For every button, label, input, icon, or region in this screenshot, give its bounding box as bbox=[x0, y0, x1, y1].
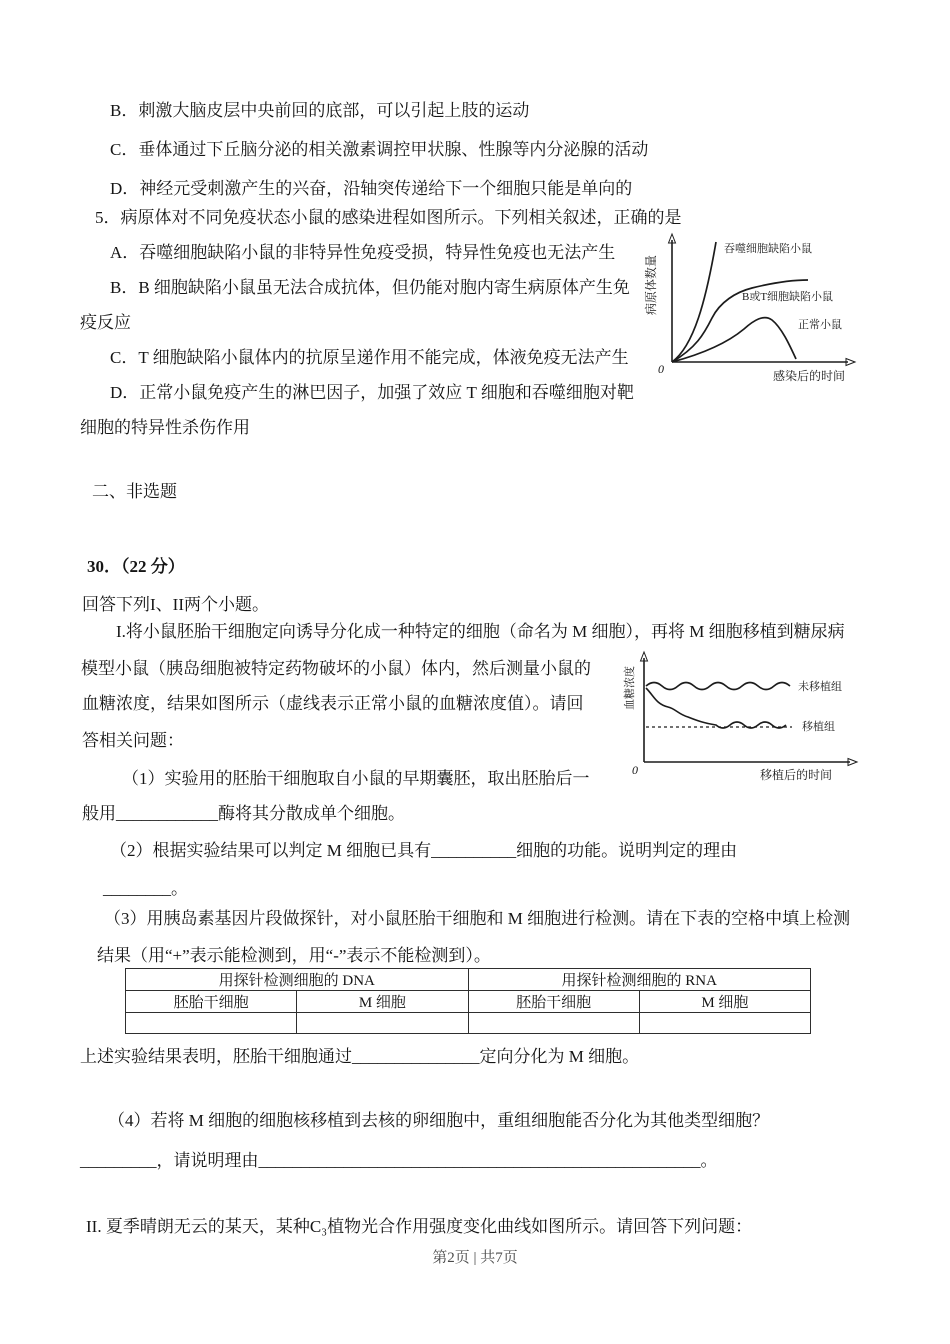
q30-part1-line2: 模型小鼠（胰岛细胞被特定药物破坏的小鼠）体内，然后测量小鼠的 bbox=[81, 659, 591, 678]
fig1-curve3-label: 正常小鼠 bbox=[798, 319, 842, 331]
curve-transplant-group bbox=[646, 688, 786, 728]
fig2-x-axis-label: 移植后的时间 bbox=[760, 768, 833, 782]
q4-option-b: B．刺激大脑皮层中央前回的底部，可以引起上肢的运动 bbox=[110, 101, 530, 120]
fig1-curve2-label: B或T细胞缺陷小鼠 bbox=[742, 291, 834, 303]
fig1-x-axis-label: 感染后的时间 bbox=[773, 369, 846, 383]
q30-sub3-line1: （3）用胰岛素基因片段做探针，对小鼠胚胎干细胞和 M 细胞进行检测。请在下表的空格中填上检测 bbox=[104, 909, 851, 928]
table-row bbox=[126, 991, 811, 1013]
q30-part1-line1: I.将小鼠胚胎干细胞定向诱导分化成一种特定的细胞（命名为 M 细胞），再将 M 细胞移植到糖尿病 bbox=[116, 622, 845, 641]
q5-option-d-line1: D．正常小鼠免疫产生的淋巴因子，加强了效应 T 细胞和吞噬细胞对靶 bbox=[110, 383, 634, 402]
probe-detection-table bbox=[125, 968, 811, 1034]
fig1-origin-label: 0 bbox=[658, 362, 664, 376]
q30-part1-line3: 血糖浓度，结果如图所示（虚线表示正常小鼠的血糖浓度值）。请回 bbox=[82, 694, 584, 713]
q5-option-b-line1: B．B 细胞缺陷小鼠虽无法合成抗体，但仍能对胞内寄生病原体产生免 bbox=[110, 278, 630, 297]
fig1-y-axis-label: 病原体数量 bbox=[644, 254, 658, 316]
q5-option-d-line2: 细胞的特异性杀伤作用 bbox=[80, 418, 250, 437]
table-subheader-esc-dna: 胚胎干细胞 bbox=[126, 991, 297, 1013]
table-subheader-mcell-rna: M 细胞 bbox=[639, 991, 810, 1013]
q30-number: 30．（22 分） bbox=[87, 557, 185, 576]
curve-normal-mouse bbox=[672, 318, 796, 362]
table-subheader-mcell-dna: M 细胞 bbox=[297, 991, 468, 1013]
fig1-curve1-label: 吞噬细胞缺陷小鼠 bbox=[724, 243, 812, 255]
q4-option-d: D．神经元受刺激产生的兴奋，沿轴突传递给下一个细胞只能是单向的 bbox=[110, 179, 633, 198]
table-answer-cell bbox=[126, 1013, 297, 1034]
table-header-rna: 用探针检测细胞的 RNA bbox=[468, 969, 811, 991]
section-heading: 二、非选题 bbox=[92, 482, 177, 501]
q30-part1-line4: 答相关问题： bbox=[82, 731, 184, 750]
fig2-curve2-label: 移植组 bbox=[802, 721, 835, 733]
q30-sub3-line2: 结果（用“+”表示能检测到，用“-”表示不能检测到）。 bbox=[97, 946, 491, 965]
q30-sub1-line1: （1）实验用的胚胎干细胞取自小鼠的早期囊胚，取出胚胎后一 bbox=[122, 769, 590, 788]
q5-option-b-line2: 疫反应 bbox=[80, 313, 131, 332]
table-answer-cell bbox=[297, 1013, 468, 1034]
table-header-dna: 用探针检测细胞的 DNA bbox=[126, 969, 469, 991]
page-footer: 第2页 | 共7页 bbox=[432, 1250, 518, 1266]
q30-sub4-line2: _________，请说明理由____________________________________________________。 bbox=[80, 1151, 718, 1170]
q30-sub1-line2: 般用____________酶将其分散成单个细胞。 bbox=[82, 804, 405, 823]
curve-non-transplant-group bbox=[646, 683, 790, 690]
q5-option-c: C．T 细胞缺陷小鼠体内的抗原呈递作用不能完成，体液免疫无法产生 bbox=[110, 348, 629, 367]
table-answer-cell bbox=[639, 1013, 810, 1034]
q5-stem: 5．病原体对不同免疫状态小鼠的感染进程如图所示。下列相关叙述，正确的是 bbox=[95, 208, 682, 227]
table-subheader-esc-rna: 胚胎干细胞 bbox=[468, 991, 639, 1013]
figure-glucose-chart bbox=[620, 648, 910, 793]
q5-option-a: A．吞噬细胞缺陷小鼠的非特异性免疫受损，特异性免疫也无法产生 bbox=[110, 243, 616, 262]
q4-option-c: C．垂体通过下丘脑分泌的相关激素调控甲状腺、性腺等内分泌腺的活动 bbox=[110, 140, 649, 159]
table-row bbox=[126, 1013, 811, 1034]
table-row bbox=[126, 969, 811, 991]
q30-sub4-line1: （4）若将 M 细胞的细胞核移植到去核的卵细胞中，重组细胞能否分化为其他类型细胞？ bbox=[108, 1111, 770, 1130]
table-answer-cell bbox=[468, 1013, 639, 1034]
q30-sub3-conclusion: 上述实验结果表明，胚胎干细胞通过_______________定向分化为 M 细胞。 bbox=[80, 1047, 640, 1066]
q30-sub2-line2: ________。 bbox=[103, 879, 188, 898]
fig2-curve1-label: 未移植组 bbox=[798, 681, 842, 693]
fig2-y-axis-label: 血糖浓度 bbox=[624, 666, 636, 710]
q30-sub2-line1: （2）根据实验结果可以判定 M 细胞已具有__________细胞的功能。说明判定的理由 bbox=[110, 841, 738, 860]
figure-pathogen-chart bbox=[640, 230, 890, 390]
q30-part2-intro: II. 夏季晴朗无云的某天，某种C₃植物光合作用强度变化曲线如图所示。请回答下列问题： bbox=[86, 1217, 753, 1236]
q30-intro: 回答下列I、II两个小题。 bbox=[82, 595, 269, 614]
fig2-origin-label: 0 bbox=[632, 763, 638, 777]
